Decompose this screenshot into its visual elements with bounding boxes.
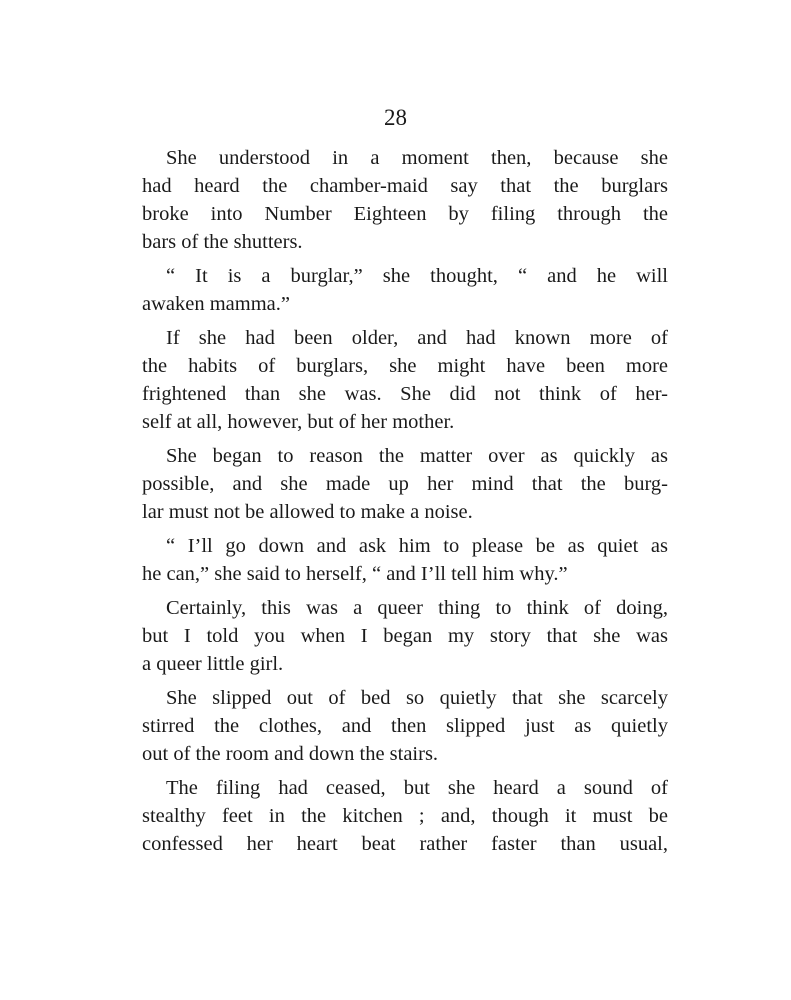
text-line: She understood in a moment then, because she bbox=[166, 147, 668, 169]
text-line: “ I’ll go down and ask him to please be as quiet as bbox=[166, 535, 668, 557]
paragraph bbox=[142, 594, 668, 678]
text-line: stealthy feet in the kitchen ; and, though it must be bbox=[142, 805, 668, 827]
paragraph bbox=[142, 262, 668, 318]
paragraph bbox=[142, 684, 668, 768]
text-line: She slipped out of bed so quietly that she scarcely bbox=[166, 687, 668, 709]
text-line: out of the room and down the stairs. bbox=[142, 743, 439, 765]
text-line: “ It is a burglar,” she thought, “ and he will bbox=[166, 265, 668, 287]
text-line: a queer little girl. bbox=[142, 653, 284, 675]
text-line: She began to reason the matter over as quickly as bbox=[166, 445, 668, 467]
paragraph bbox=[142, 144, 668, 256]
text-line: possible, and she made up her mind that the burg- bbox=[142, 473, 668, 495]
text-line: If she had been older, and had known more of bbox=[166, 327, 668, 349]
text-line: broke into Number Eighteen by filing through the bbox=[142, 203, 668, 225]
text-line: but I told you when I began my story that she was bbox=[142, 625, 668, 647]
paragraph bbox=[142, 532, 668, 588]
text-line: awaken mamma.” bbox=[142, 293, 290, 315]
text-line: frightened than she was. She did not think of her- bbox=[142, 383, 668, 405]
page-number: 28 bbox=[384, 105, 407, 130]
text-line: he can,” she said to herself, “ and I’ll tell him why.” bbox=[142, 563, 568, 585]
text-line: Certainly, this was a queer thing to think of doing, bbox=[166, 597, 668, 619]
paragraph bbox=[142, 774, 668, 858]
paragraph bbox=[142, 324, 668, 436]
text-line: had heard the chamber-maid say that the burglars bbox=[142, 175, 668, 197]
body-text bbox=[142, 144, 668, 864]
text-line: stirred the clothes, and then slipped just as quietly bbox=[142, 715, 668, 737]
text-line: lar must not be allowed to make a noise. bbox=[142, 501, 473, 523]
text-line: confessed her heart beat rather faster than usual, bbox=[142, 833, 668, 855]
paragraph bbox=[142, 442, 668, 526]
text-line: self at all, however, but of her mother. bbox=[142, 411, 455, 433]
text-line: the habits of burglars, she might have been more bbox=[142, 355, 668, 377]
text-line: bars of the shutters. bbox=[142, 231, 303, 253]
text-line: The filing had ceased, but she heard a sound of bbox=[166, 777, 668, 799]
